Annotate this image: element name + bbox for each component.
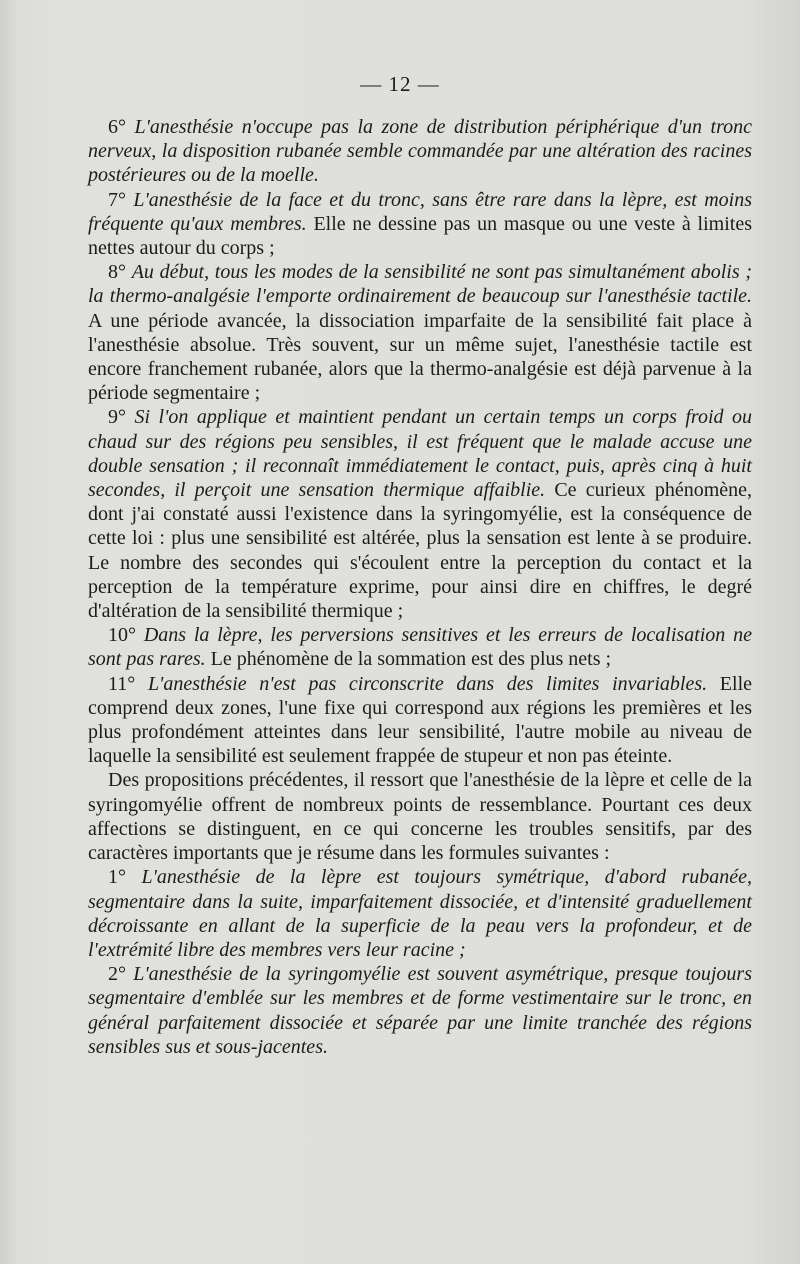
paragraph-11	[88, 672, 752, 769]
paragraph-marker: 7°	[108, 188, 126, 211]
formula-2	[88, 962, 752, 1059]
paragraph-summary	[88, 768, 752, 865]
italic-statement: L'anesthésie de la lèpre est toujours symétrique, d'abord rubanée, segmentaire dans la suite, imparfaitement dissociée, et d'intensité graduellement décroissante en allant de la superficie de la peau vers la profondeur, et de l'extrémité libre des membres vers leur racine ;	[88, 866, 752, 961]
italic-statement: L'anesthésie n'est pas circonscrite dans des limites invariables.	[147, 672, 708, 695]
roman-text: Des propositions précédentes, il ressort que l'anesthésie de la lèpre et celle de la syringomyélie offrent de nombreux points de ressemblance. Pourtant ces deux affections se distinguent, en ce qui concerne les troubles sensitifs, par des caractères importants que je résume dans les formules suivantes :	[88, 769, 752, 865]
roman-text: A une période avancée, la dissociation imparfaite de la sensibilité fait place à l'anesthésie absolue. Très souvent, sur un même sujet, l'anesthésie tactile est encore franchement rubanée, alors que la thermo-analgésie est déjà parvenue à la période segmentaire ;	[88, 309, 752, 405]
roman-text: Elle comprend deux zones, l'une fixe qui correspond aux régions les premières et les plus profondément atteintes dans leur sensibilité, l'autre mobile au niveau de laquelle la sensibilité est seulement frappée de stupeur et non pas éteinte.	[88, 672, 753, 768]
italic-statement: Si l'on applique et maintient pendant un certain temps un corps froid ou chaud sur des régions peu sensibles, il est fréquent que le malade accuse une double sensation ; il reconnaît immédiatement le contact, puis, après cinq à huit secondes, il perçoit une sensation thermique affaiblie.	[88, 406, 752, 502]
paragraph-marker: 10°	[108, 624, 136, 647]
paragraph-marker: 8°	[108, 261, 126, 284]
italic-statement: L'anesthésie de la face et du tronc, sans être rare dans la lèpre, est moins fréquente qu'aux membres.	[88, 188, 752, 235]
page-number: — 12 —	[360, 72, 440, 96]
paragraph-marker: 1°	[108, 866, 126, 889]
paragraph-7	[88, 188, 752, 261]
italic-statement: L'anesthésie de la syringomyélie est souvent asymétrique, presque toujours segmentaire d'emblée sur les membres et de forme vestimentaire sur le tronc, en général parfaitement dissociée et séparée par une limite tranchée des régions sensibles sus et sous-jacentes.	[88, 963, 753, 1058]
italic-statement: Dans la lèpre, les perversions sensitives et les erreurs de localisation ne sont pas rares.	[88, 624, 752, 671]
roman-text: Elle ne dessine pas un masque ou une veste à limites nettes autour du corps ;	[88, 212, 753, 260]
body-text	[88, 115, 752, 1059]
paragraph-6	[88, 115, 752, 188]
paragraph-8	[88, 260, 752, 405]
paragraph-10	[88, 623, 752, 671]
roman-text: Le phénomène de la sommation est des plus nets ;	[210, 648, 612, 671]
italic-statement: Au début, tous les modes de la sensibilité ne sont pas simultanément abolis ; la thermo-analgésie l'emporte ordinairement de beaucoup sur l'anesthésie tactile.	[88, 261, 753, 308]
paragraph-9	[88, 405, 752, 623]
paragraph-marker: 2°	[108, 963, 126, 986]
formula-1	[88, 865, 752, 962]
italic-statement: L'anesthésie n'occupe pas la zone de distribution périphérique d'un tronc nerveux, la disposition rubanée semble commandée par une altération des racines postérieures ou de la moelle.	[88, 116, 752, 187]
roman-text: Ce curieux phénomène, dont j'ai constaté aussi l'existence dans la syringomyélie, est la conséquence de cette loi : plus une sensibilité est altérée, plus la sensation est lente à se produire. Le nombre des secondes qui s'écoulent entre la perception du contact et la perception de la température exprime, pour ainsi dire en chiffres, le degré d'altération de la sensibilité thermique ;	[88, 479, 753, 623]
paragraph-marker: 9°	[108, 406, 126, 429]
paragraph-marker: 11°	[108, 672, 136, 695]
paragraph-marker: 6°	[108, 116, 126, 138]
